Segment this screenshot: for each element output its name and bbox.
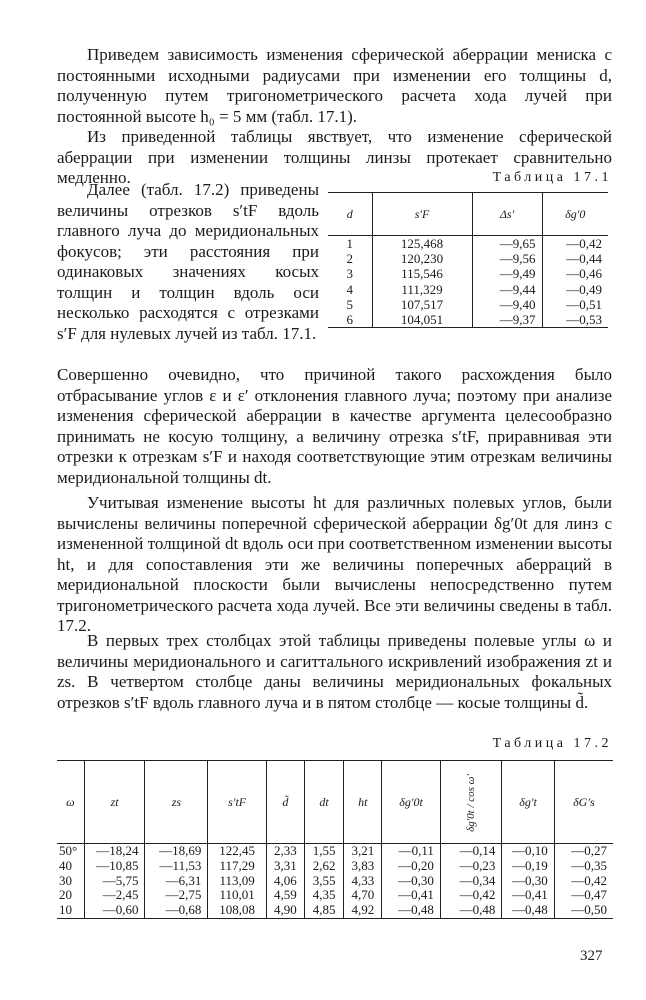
table-2-column-d-tilde: 2,33 3,31 4,06 4,59 4,90 <box>273 843 297 918</box>
page-number: 327 <box>580 948 603 964</box>
table-2-column-ht: 3,21 3,83 4,33 4,70 4,92 <box>351 843 375 918</box>
table-2-column-dt: 1,55 2,62 3,55 4,35 4,85 <box>312 843 336 918</box>
table-2-header-dg0t: δg′0t <box>382 761 441 844</box>
table-2-column-dg0t-cos: —0,14 —0,23 —0,34 —0,42 —0,48 <box>459 843 496 918</box>
table-2-column-dGs: —0,27 —0,35 —0,42 —0,47 —0,50 <box>571 843 607 918</box>
table-1-header-sf: s′F <box>372 193 472 236</box>
table-2-header-dg0t-cos-cell <box>440 761 502 844</box>
table-1-column-d: 1 2 3 4 5 6 <box>346 236 353 328</box>
table-2-column-dgt: —0,10 —0,19 —0,30 —0,41 —0,48 <box>511 843 548 918</box>
table-2-header-dt: dt <box>304 761 344 844</box>
table-2-header-zs: zs <box>145 761 208 844</box>
table-1-header-delta-s: Δs′ <box>472 193 542 236</box>
paragraph-6: В первых трех столбцах этой таблицы приведены полевые углы ω и величины меридионального и сагиттального искривлений изображения zt и zs. В четвертом столбце даны величины меридиональных фокальных отрезков s′tF вдоль главного луча и в пятом столбце — косые толщины d̃. <box>57 631 612 712</box>
table-2-column-omega: 50° 40 30 20 10 <box>59 843 78 918</box>
table-2-header-d-tilde: d̃ <box>266 761 304 844</box>
table-2-header-dg0t-cos: δg′0t / cos ω′ <box>465 773 478 832</box>
table-1 <box>328 192 608 328</box>
paragraph-2: Из приведенной таблицы явствует, что изменение сферической аберрации при изменении толщины линзы протекает сравнительно медленно. <box>57 127 612 187</box>
table-1-column-sf: 125,468 120,230 115,546 111,329 107,517 104,051 <box>400 236 444 328</box>
paragraph-3: Далее (табл. 17.2) приведены величины отрезков s′tF вдоль главного луча до меридиональных фокусов; эти расстояния при одинаковых значениях косых толщин и толщин вдоль оси несколько расходятся с отрезками s′F для нулевых лучей из табл. 17.1. <box>57 180 319 343</box>
table-2-header-ht: ht <box>344 761 382 844</box>
table-2-header-stf: s′tF <box>208 761 267 844</box>
table-1-header-d: d <box>328 193 372 236</box>
table-2-header-omega: ω <box>57 761 84 844</box>
table-1-caption: Таблица 17.1 <box>492 170 612 185</box>
table-2-column-stf: 122,45 117,29 113,09 110,01 108,08 <box>219 843 256 918</box>
table-2-header-zt: zt <box>84 761 145 844</box>
paragraph-1: Приведем зависимость изменения сферической аберрации мениска с постоянными исходными радиусами при изменении его толщины d, полученную путем тригонометрического расчета хода лучей при постоянной высоте h₀ = 5 мм (табл. 17.1). <box>57 45 612 126</box>
paragraph-4: Совершенно очевидно, что причиной такого расхождения было отбрасывание углов ε и ε′ отклонения главного луча; поэтому при анализе изменения сферической аберрации в качестве аргумента целесообразно принимать не косую толщину, а величину отрезка s′tF, приравнивая эти отрезки к отрезкам s′F и находя соответствующие этим отрезкам величины меридиональной толщины dt. <box>57 365 612 487</box>
table-2-caption: Таблица 17.2 <box>492 736 612 751</box>
table-2-header-dGs: δG′s <box>554 761 613 844</box>
table-2 <box>57 760 613 919</box>
table-1-column-delta-g: —0,42 —0,44 —0,46 —0,49 —0,51 —0,53 <box>566 236 602 328</box>
table-2-header-dgt: δg′t <box>502 761 554 844</box>
table-1-header-delta-g: δg′0 <box>542 193 608 236</box>
table-2-column-dg0t: —0,11 —0,20 —0,30 —0,41 —0,48 <box>398 843 434 918</box>
table-1-column-delta-s: —9,65 —9,56 —9,49 —9,44 —9,40 —9,37 <box>499 236 536 328</box>
paragraph-5: Учитывая изменение высоты ht для различных полевых углов, были вычислены величины поперечной сферической аберрации δg′0t для линз с измененной толщиной dt вдоль оси при соответственном изменении высоты ht, и для сопоставления эти же величины поперечных аберраций в меридиональной плоскости были вычислены непосредственно путем тригонометрического расчета хода лучей. Все эти величины сведены в табл. 17.2. <box>57 493 612 635</box>
table-2-column-zt: —18,24 —10,85 —5,75 —2,45 —0,60 <box>96 843 139 918</box>
table-2-column-zs: —18,69 —11,53 —6,31 —2,75 —0,68 <box>159 843 202 918</box>
